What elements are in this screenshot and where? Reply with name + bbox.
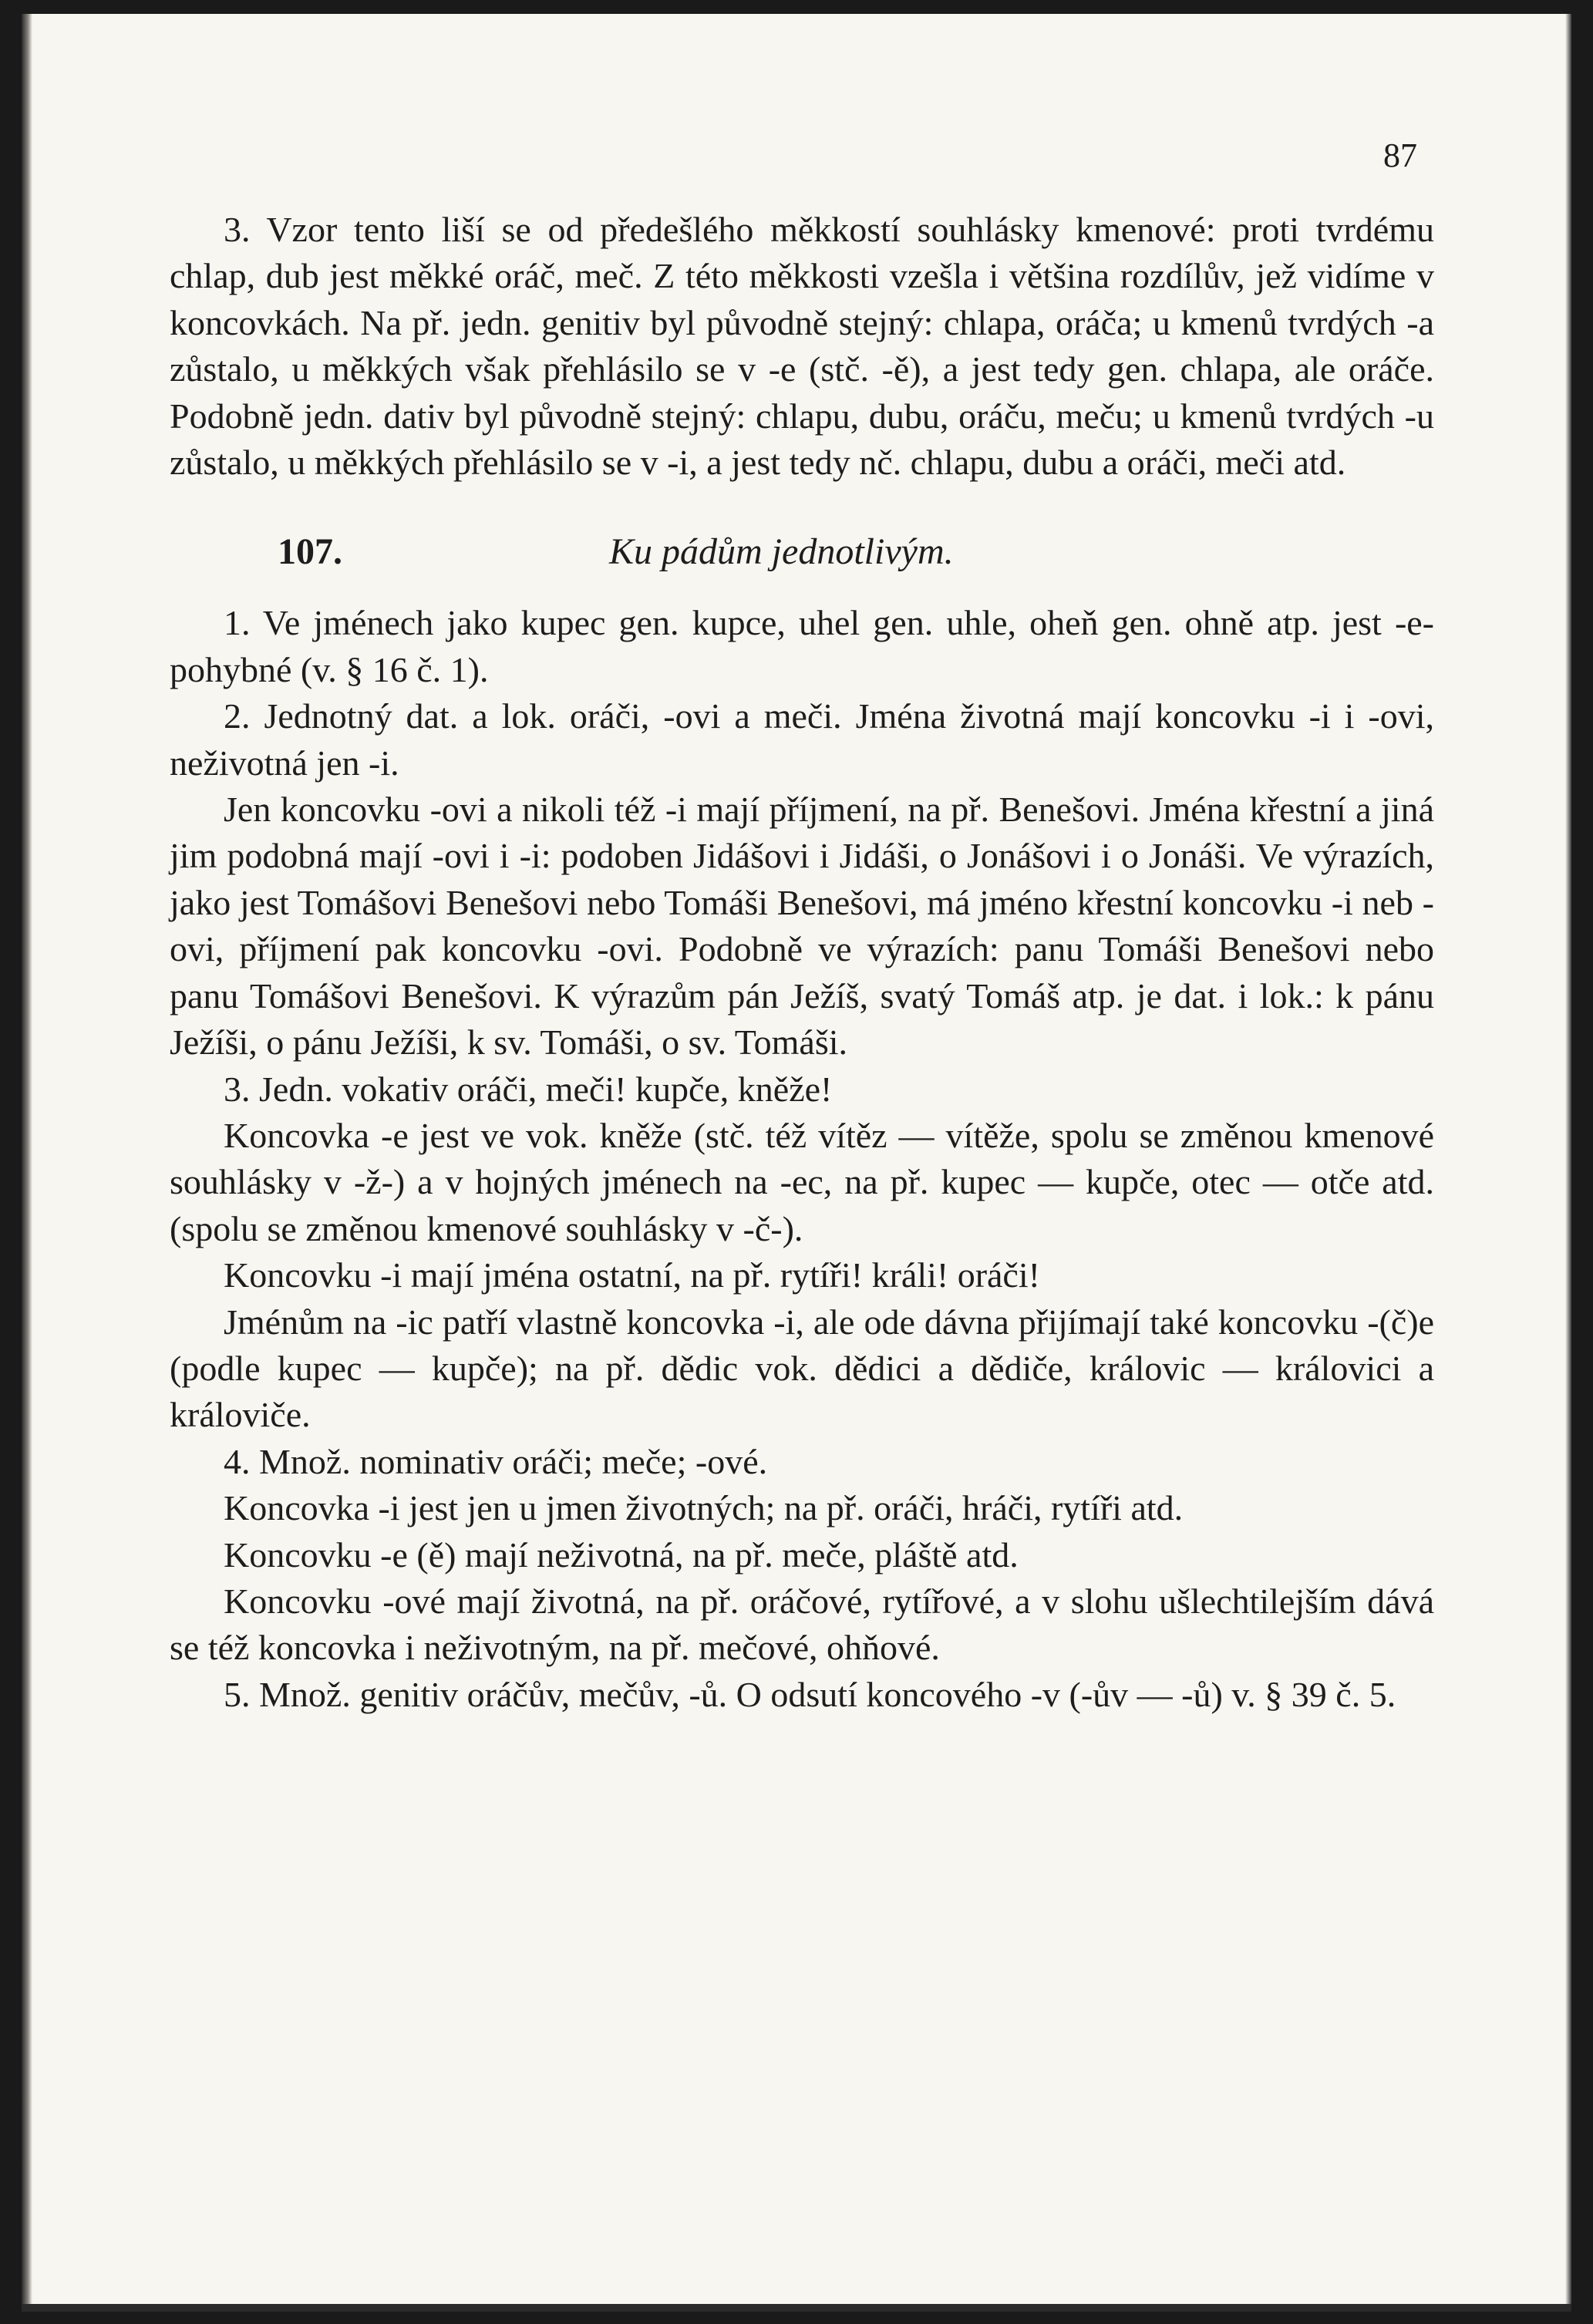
paragraph: 2. Jednotný dat. a lok. oráči, -ovi a meči. Jména životná mají koncovku -i i -ovi, neživotná jen -i. (170, 696, 1434, 783)
paragraph: Koncovku -e (ě) mají neživotná, na př. meče, pláště atd. (224, 1534, 1019, 1575)
paragraph: Koncovka -i jest jen u jmen životných; na př. oráči, hráči, rytíři atd. (224, 1488, 1184, 1528)
page-number: 87 (1383, 136, 1417, 174)
paragraph: Koncovka -e jest ve vok. kněže (stč. též vítěz — vítěže, spolu se změnou kmenové souhlásky v -ž-) a v hojných jménech na -ec, na př. kupec — kupče, otec — otče atd. (spolu se změnou kmenové souhlásky v -č-). (170, 1115, 1434, 1248)
paragraph: 3. Jedn. vokativ oráči, meči! kupče, kněže! (224, 1069, 833, 1109)
paragraph: 4. Množ. nominativ oráči; meče; -ové. (224, 1441, 768, 1481)
body-text (170, 207, 1434, 1718)
paragraph: Jménům na -ic patří vlastně koncovka -i, ale ode dávna přijímají také koncovku -(č)e (podle kupec — kupče); na př. dědic vok. dědici a dědiče, královic — královici a královiče. (170, 1302, 1434, 1435)
paragraph: 3. Vzor tento liší se od předešlého měkkostí souhlásky kmenové: proti tvrdému chlap, dub jest měkké oráč, meč. Z této měkkosti vzešla i většina rozdílův, jež vidíme v koncovkách. Na př. jedn. genitiv byl původně stejný: chlapa, oráča; u kmenů tvrdých -a zůstalo, u měkkých však přehlásilo se v -e (stč. -ě), a jest tedy gen. chlapa, ale oráče. Podobně jedn. dativ byl původně stejný: chlapu, dubu, oráču, meču; u kmenů tvrdých -u zůstalo, u měkkých přehlásilo se v -i, a jest tedy nč. chlapu, dubu a oráči, meči atd. (170, 210, 1434, 483)
page-left-edge (22, 14, 32, 2312)
paragraph: Jen koncovku -ovi a nikoli též -i mají příjmení, na př. Benešovi. Jména křestní a jiná jim podobná mají -ovi i -i: podoben Jidášovi i Jidáši, o Jonášovi i o Jonáši. Ve výrazích, jako jest Tomášovi Benešovi nebo Tomáši Benešovi, má jméno křestní koncovku -i neb -ovi, příjmení pak koncovku -ovi. Podobně ve výrazích: panu Tomáši Benešovi nebo panu Tomášovi Benešovi. K výrazům pán Ježíš, svatý Tomáš atp. je dat. i lok.: k pánu Ježíši, o pánu Ježíši, k sv. Tomáši, o sv. Tomáši. (170, 790, 1434, 1063)
paragraph: 5. Množ. genitiv oráčův, mečův, -ů. O odsutí koncového -v (-ův — -ů) v. § 39 č. 5. (224, 1674, 1396, 1714)
section-title: Ku pádům jednotlivým. (609, 531, 954, 573)
paragraph: 1. Ve jménech jako kupec gen. kupce, uhel gen. uhle, oheň gen. ohně atp. jest -e- pohybné (v. § 16 č. 1). (170, 603, 1434, 689)
page-right-edge (1565, 14, 1571, 2312)
page-bottom-edge (22, 2304, 1571, 2312)
section-heading (170, 529, 1434, 578)
section-number: 107. (278, 531, 342, 573)
paragraph: Koncovku -i mají jména ostatní, na př. rytíři! králi! oráči! (224, 1255, 1040, 1295)
book-page (22, 14, 1571, 2312)
paragraph: Koncovku -ové mají životná, na př. oráčové, rytířové, a v slohu ušlechtilejším dává se též koncovka i neživotným, na př. mečové, ohňové. (170, 1581, 1434, 1668)
